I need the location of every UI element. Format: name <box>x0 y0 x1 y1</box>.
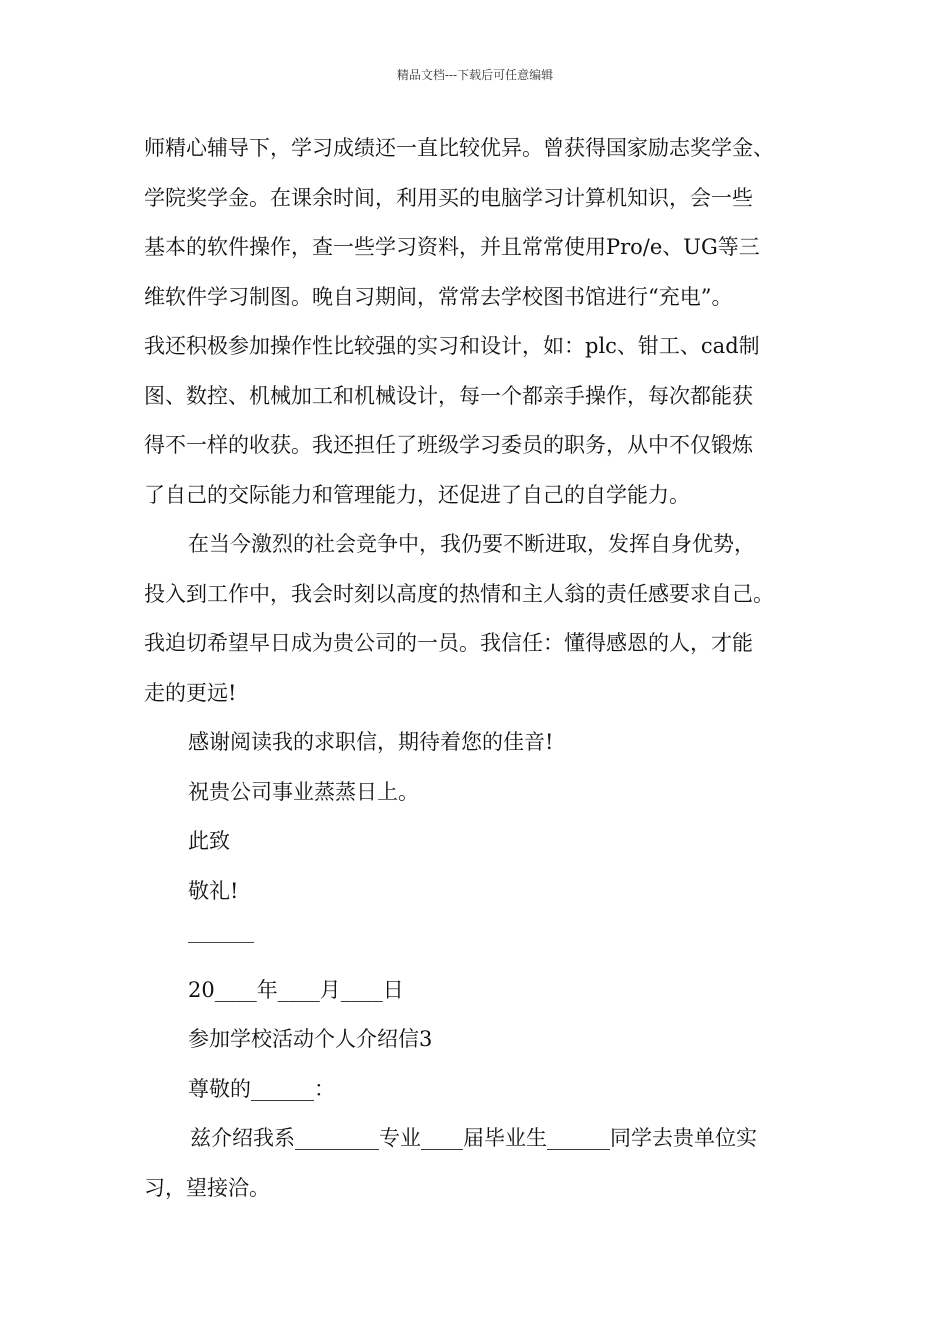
paragraph-line: 在当今激烈的社会竞争中，我仍要不断进取，发挥自身优势， <box>188 532 755 556</box>
paragraph-line: 投入到工作中，我会时刻以高度的热情和主人翁的责任感要求自己。 <box>144 581 774 606</box>
signature-blank <box>144 916 824 966</box>
salutation-line: 尊敬的______： <box>188 1076 335 1101</box>
closing-line: 敬礼! <box>188 878 239 903</box>
document-body <box>144 124 824 1213</box>
paragraph-line: 维软件学习制图。晚自习期间，常常去学校图书馆进行“充电”。 <box>144 284 733 309</box>
paragraph-line: 得不一样的收获。我还担任了班级学习委员的职务，从中不仅锻炼 <box>144 433 753 457</box>
page-header: 精品文档---下载后可任意编辑 <box>396 68 554 82</box>
paragraph-line: 习，望接洽。 <box>144 1175 270 1200</box>
paragraph-line: 我还积极参加操作性比较强的实习和设计，如：plc、钳工、cad制 <box>144 334 760 358</box>
paragraph-line: 基本的软件操作，查一些学习资料，并且常常使用Pro/e、UG等三 <box>144 235 760 259</box>
wish-line: 祝贵公司事业蒸蒸日上。 <box>188 779 419 804</box>
signature-line <box>188 916 254 943</box>
thanks-line: 感谢阅读我的求职信，期待着您的佳音! <box>188 730 554 754</box>
paragraph-line: 兹介绍我系________专业____届毕业生______同学去贵单位实 <box>190 1126 757 1150</box>
paragraph-line: 走的更远! <box>144 680 237 705</box>
paragraph-line: 学院奖学金。在课余时间，利用买的电脑学习计算机知识，会一些 <box>144 185 753 210</box>
paragraph-line: 了自己的交际能力和管理能力，还促进了自己的自学能力。 <box>144 482 690 507</box>
paragraph-line: 我迫切希望早日成为贵公司的一员。我信任：懂得感恩的人，才能 <box>144 631 753 655</box>
closing-line: 此致 <box>188 829 230 853</box>
section-title: 参加学校活动个人介绍信3 <box>188 1027 433 1051</box>
date-line: 20____年____月____日 <box>188 977 404 1002</box>
paragraph-line: 图、数控、机械加工和机械设计，每一个都亲手操作，每次都能获 <box>144 383 753 408</box>
paragraph-line: 师精心辅导下，学习成绩还一直比较优异。曾获得国家励志奖学金、 <box>144 136 774 160</box>
